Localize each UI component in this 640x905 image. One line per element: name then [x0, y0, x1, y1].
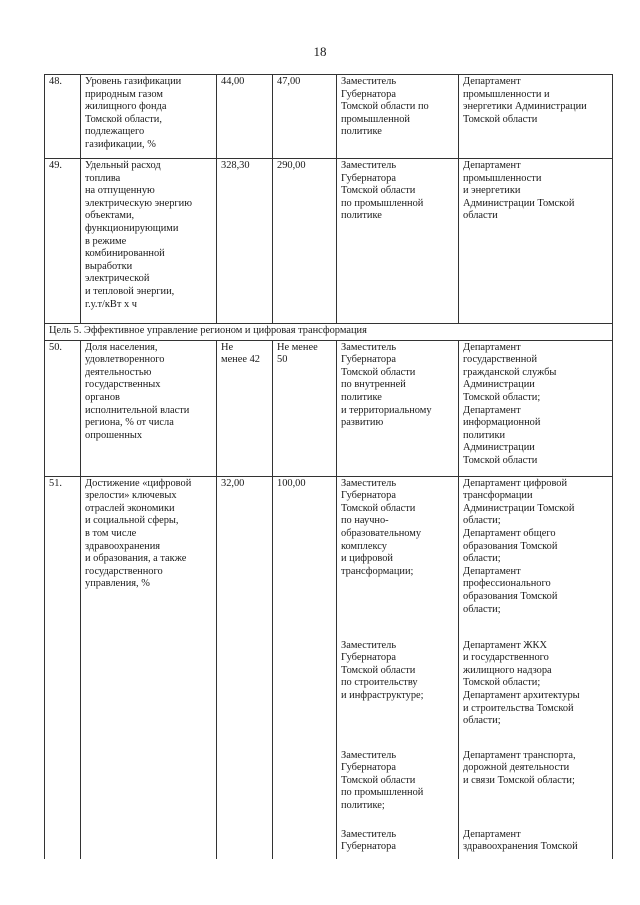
base-value: 32,00 [217, 476, 273, 859]
page-number: 18 [313, 44, 327, 59]
row-number: 48. [45, 75, 81, 159]
indicator-name: Уровень газификации природным газом жилищного фонда Томской области, подлежащего газификации, % [81, 75, 217, 159]
curator: Заместитель Губернатора Томской области по промышленной политике [337, 159, 459, 324]
executor-block: Департамент транспорта, дорожной деятельности и связи Томской области; [463, 749, 576, 786]
target-value: Не менее 50 [273, 340, 337, 476]
curator-block: Заместитель Губернатора Томской области по промышленной политике; [341, 749, 424, 811]
executor: Департамент промышленности и энергетики Администрации Томской области [459, 75, 613, 159]
indicator-name: Доля населения, удовлетворенного деятельностью государственных органов исполнительной власти региона, % от числа опрошенных [81, 340, 217, 476]
executor: Департамент промышленности и энергетики Администрации Томской области [459, 159, 613, 324]
table-row [45, 75, 613, 159]
table-row [45, 159, 613, 324]
executor-block: Департамент цифровой трансформации Администрации Томской области; Департамент общего образования Томской области; Департамент профессионального образования Томской области; [463, 477, 575, 615]
curator: Заместитель Губернатора Томской области по промышленной политике [337, 75, 459, 159]
row-number: 49. [45, 159, 81, 324]
target-value: 47,00 [273, 75, 337, 159]
indicators-table [44, 74, 613, 859]
row-number: 51. [45, 476, 81, 859]
goal-heading: Цель 5. Эффективное управление регионом и цифровая трансформация [45, 324, 613, 341]
indicator-name: Удельный расход топлива на отпущенную электрическую энергию объектами, функционирующими в режиме комбинированной выработки электрической и тепловой энергии, г.у.т/кВт х ч [81, 159, 217, 324]
row-number: 50. [45, 340, 81, 476]
executor [459, 476, 613, 859]
executor-block: Департамент ЖКХ и государственного жилищного надзора Томской области; Департамент архитектуры и строительства Томской области; [463, 639, 580, 727]
curator [337, 476, 459, 859]
base-value: 328,30 [217, 159, 273, 324]
target-value: 290,00 [273, 159, 337, 324]
base-value: Не менее 42 [217, 340, 273, 476]
indicator-name: Достижение «цифровой зрелости» ключевых отраслей экономики и социальной сферы, в том числе здравоохранения и образования, а также государственного управления, % [81, 476, 217, 859]
table-row [45, 340, 613, 476]
curator-block: Заместитель Губернатора Томской области по строительству и инфраструктуре; [341, 639, 424, 701]
base-value: 44,00 [217, 75, 273, 159]
curator-block: Заместитель Губернатора [341, 828, 397, 853]
target-value: 100,00 [273, 476, 337, 859]
curator: Заместитель Губернатора Томской области по внутренней политике и территориальному развитию [337, 340, 459, 476]
table-row [45, 476, 613, 859]
curator-block: Заместитель Губернатора Томской области по научно- образовательному комплексу и цифровой трансформации; [341, 477, 422, 577]
executor-block: Департамент здравоохранения Томской [463, 828, 578, 853]
goal-row [45, 324, 613, 341]
executor: Департамент государственной гражданской службы Администрации Томской области; Департамент информационной политики Администрации Томской области [459, 340, 613, 476]
